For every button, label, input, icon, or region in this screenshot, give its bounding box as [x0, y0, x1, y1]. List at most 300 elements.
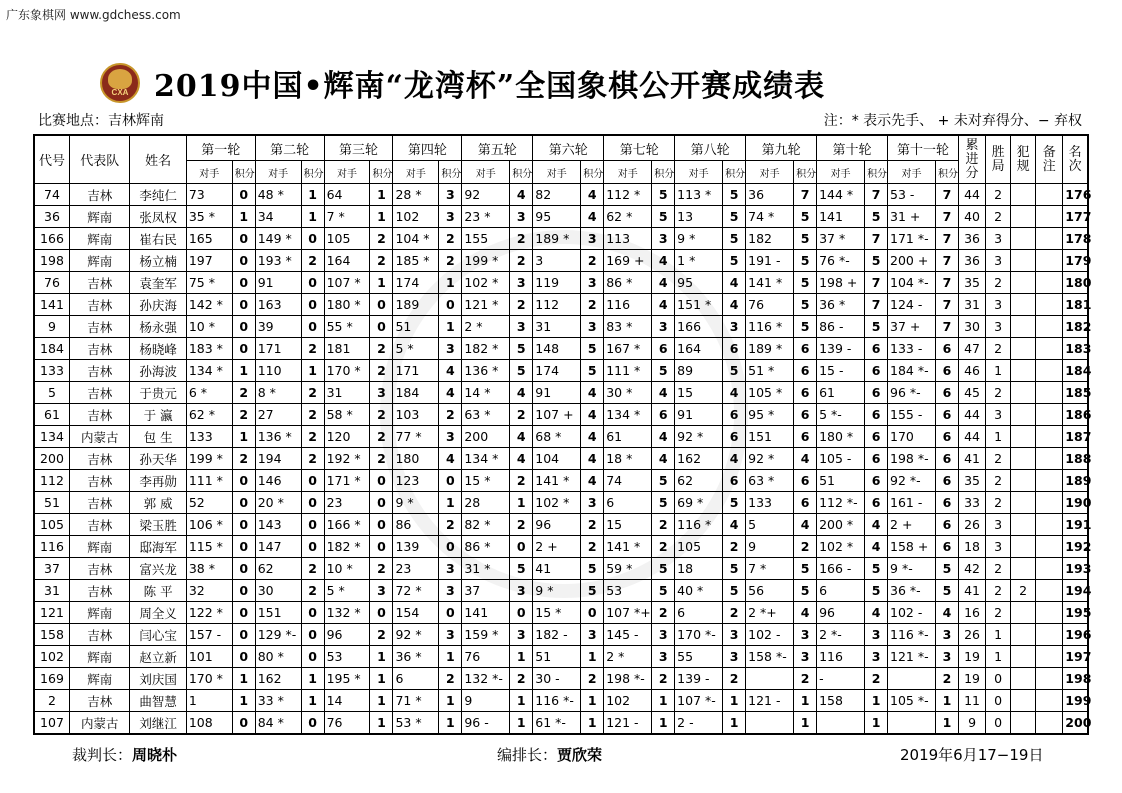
- wins-count: 2: [986, 492, 1011, 514]
- header-round-7: 第七轮: [604, 135, 675, 161]
- round-7-points: 5: [652, 360, 675, 382]
- round-6-points: 4: [581, 382, 604, 404]
- round-8-points: 4: [723, 514, 746, 536]
- player-code: 2: [34, 690, 69, 712]
- round-8-opponent: 55: [675, 646, 723, 668]
- remark-cell: [1036, 404, 1063, 426]
- player-code: 169: [34, 668, 69, 690]
- header-remark: 备注: [1036, 135, 1063, 184]
- round-5-opponent: 121 *: [462, 294, 510, 316]
- round-2-points: 0: [301, 602, 324, 624]
- round-11-opponent: 36 *-: [888, 580, 936, 602]
- round-8-opponent: 113 *: [675, 184, 723, 206]
- header-points: 积分: [652, 161, 675, 184]
- round-6-points: 5: [581, 580, 604, 602]
- table-row: [34, 668, 1088, 690]
- header-rank: 名次: [1063, 135, 1088, 184]
- round-3-opponent: 53: [324, 646, 370, 668]
- cumulative-score: 44: [958, 184, 985, 206]
- scheduler-line: [497, 744, 602, 765]
- round-1-opponent: 106 *: [186, 514, 232, 536]
- round-2-points: 1: [301, 184, 324, 206]
- round-3-opponent: 76: [324, 712, 370, 735]
- round-5-points: 3: [510, 316, 533, 338]
- round-9-points: 5: [794, 250, 817, 272]
- round-8-opponent: 92 *: [675, 426, 723, 448]
- round-4-points: 3: [439, 338, 462, 360]
- round-4-opponent: 72 *: [393, 580, 439, 602]
- round-2-points: 0: [301, 712, 324, 735]
- player-name: 李纯仁: [130, 184, 186, 206]
- round-1-points: 0: [232, 492, 255, 514]
- round-11-points: 7: [936, 250, 959, 272]
- player-name: 刘继江: [130, 712, 186, 735]
- round-6-points: 1: [581, 690, 604, 712]
- player-name: 袁奎军: [130, 272, 186, 294]
- round-10-opponent: 139 -: [817, 338, 865, 360]
- round-10-opponent: 166 -: [817, 558, 865, 580]
- round-4-points: 3: [439, 558, 462, 580]
- round-10-points: 5: [865, 206, 888, 228]
- round-1-opponent: 165: [186, 228, 232, 250]
- round-4-points: 1: [439, 646, 462, 668]
- round-6-opponent: 104: [533, 448, 581, 470]
- round-1-points: 0: [232, 316, 255, 338]
- round-6-opponent: 91: [533, 382, 581, 404]
- round-9-opponent: 191 -: [746, 250, 794, 272]
- round-5-opponent: 37: [462, 580, 510, 602]
- fouls-count: [1011, 250, 1036, 272]
- round-11-points: 6: [936, 536, 959, 558]
- player-code: 107: [34, 712, 69, 735]
- wins-count: 2: [986, 580, 1011, 602]
- round-9-opponent: 133: [746, 492, 794, 514]
- header-round-8: 第八轮: [675, 135, 746, 161]
- round-1-points: 2: [232, 404, 255, 426]
- player-team: 吉林: [69, 272, 130, 294]
- player-name: 周全义: [130, 602, 186, 624]
- round-10-opponent: 116: [817, 646, 865, 668]
- round-10-points: 3: [865, 624, 888, 646]
- round-8-opponent: 89: [675, 360, 723, 382]
- wins-count: 0: [986, 690, 1011, 712]
- player-name: 杨晓峰: [130, 338, 186, 360]
- round-9-points: 4: [794, 448, 817, 470]
- round-9-opponent: 141 *: [746, 272, 794, 294]
- round-6-opponent: 189 *: [533, 228, 581, 250]
- round-6-points: 5: [581, 558, 604, 580]
- fouls-count: [1011, 690, 1036, 712]
- round-11-opponent: 170: [888, 426, 936, 448]
- round-9-opponent: [746, 712, 794, 735]
- round-10-opponent: 51: [817, 470, 865, 492]
- round-5-opponent: 136 *: [462, 360, 510, 382]
- fouls-count: [1011, 448, 1036, 470]
- round-1-points: 0: [232, 536, 255, 558]
- round-11-points: 6: [936, 360, 959, 382]
- round-5-opponent: 134 *: [462, 448, 510, 470]
- header-points: 积分: [581, 161, 604, 184]
- round-6-points: 4: [581, 404, 604, 426]
- round-9-points: 6: [794, 404, 817, 426]
- round-10-points: 5: [865, 558, 888, 580]
- round-10-points: 7: [865, 228, 888, 250]
- round-7-points: 6: [652, 338, 675, 360]
- round-4-opponent: 189: [393, 294, 439, 316]
- wins-count: 1: [986, 646, 1011, 668]
- round-6-points: 5: [581, 338, 604, 360]
- player-name: 邸海军: [130, 536, 186, 558]
- round-6-points: 3: [581, 492, 604, 514]
- round-3-opponent: 166 *: [324, 514, 370, 536]
- round-10-opponent: 102 *: [817, 536, 865, 558]
- round-10-points: 3: [865, 646, 888, 668]
- round-9-opponent: 105 *: [746, 382, 794, 404]
- round-4-points: 2: [439, 228, 462, 250]
- fouls-count: [1011, 646, 1036, 668]
- round-2-opponent: 30: [255, 580, 301, 602]
- round-1-opponent: 35 *: [186, 206, 232, 228]
- round-4-points: 0: [439, 602, 462, 624]
- header-round-1: 第一轮: [186, 135, 255, 161]
- round-11-opponent: 92 *-: [888, 470, 936, 492]
- round-10-points: 2: [865, 668, 888, 690]
- wins-count: 2: [986, 206, 1011, 228]
- round-9-points: 7: [794, 184, 817, 206]
- table-row: [34, 536, 1088, 558]
- round-8-points: 4: [723, 448, 746, 470]
- round-1-points: 0: [232, 602, 255, 624]
- rank-cell: 195: [1063, 602, 1088, 624]
- round-8-points: 5: [723, 492, 746, 514]
- fouls-count: [1011, 184, 1036, 206]
- player-team: 辉南: [69, 250, 130, 272]
- remark-cell: [1036, 184, 1063, 206]
- player-code: 184: [34, 338, 69, 360]
- table-row: [34, 602, 1088, 624]
- round-8-opponent: 162: [675, 448, 723, 470]
- cumulative-score: 42: [958, 558, 985, 580]
- round-9-points: 5: [794, 580, 817, 602]
- round-1-points: 1: [232, 360, 255, 382]
- round-4-opponent: 9 *: [393, 492, 439, 514]
- round-3-points: 1: [370, 206, 393, 228]
- round-2-opponent: 91: [255, 272, 301, 294]
- round-2-opponent: 194: [255, 448, 301, 470]
- round-3-opponent: 132 *: [324, 602, 370, 624]
- round-3-points: 0: [370, 602, 393, 624]
- round-11-opponent: 2 +: [888, 514, 936, 536]
- round-11-opponent: 161 -: [888, 492, 936, 514]
- round-5-points: 1: [510, 492, 533, 514]
- round-10-points: 5: [865, 580, 888, 602]
- player-code: 5: [34, 382, 69, 404]
- round-8-points: 2: [723, 536, 746, 558]
- round-11-points: 7: [936, 272, 959, 294]
- player-team: 内蒙古: [69, 712, 130, 735]
- round-8-opponent: 91: [675, 404, 723, 426]
- round-3-points: 1: [370, 646, 393, 668]
- round-1-points: 0: [232, 294, 255, 316]
- header-round-10: 第十轮: [817, 135, 888, 161]
- round-11-points: 7: [936, 206, 959, 228]
- fouls-count: [1011, 668, 1036, 690]
- round-8-points: 5: [723, 558, 746, 580]
- round-8-points: 5: [723, 184, 746, 206]
- round-4-opponent: 51: [393, 316, 439, 338]
- rank-cell: 194: [1063, 580, 1088, 602]
- round-7-points: 4: [652, 448, 675, 470]
- remark-cell: [1036, 536, 1063, 558]
- round-5-opponent: 15 *: [462, 470, 510, 492]
- round-10-opponent: 2 *-: [817, 624, 865, 646]
- round-9-points: 6: [794, 426, 817, 448]
- round-6-points: 1: [581, 712, 604, 735]
- round-3-points: 1: [370, 690, 393, 712]
- round-3-opponent: 58 *: [324, 404, 370, 426]
- round-3-points: 2: [370, 360, 393, 382]
- fouls-count: [1011, 206, 1036, 228]
- remark-cell: [1036, 514, 1063, 536]
- round-5-opponent: 23 *: [462, 206, 510, 228]
- round-7-points: 3: [652, 646, 675, 668]
- round-7-opponent: 62 *: [604, 206, 652, 228]
- header-points: 积分: [510, 161, 533, 184]
- page-title: 2019中国•辉南“龙湾杯”全国象棋公开赛成绩表: [154, 69, 826, 104]
- round-3-opponent: 105: [324, 228, 370, 250]
- round-9-points: 4: [794, 514, 817, 536]
- cumulative-score: 36: [958, 250, 985, 272]
- round-1-points: 1: [232, 690, 255, 712]
- round-2-opponent: 146: [255, 470, 301, 492]
- cumulative-score: 30: [958, 316, 985, 338]
- round-1-points: 0: [232, 250, 255, 272]
- round-3-opponent: 181: [324, 338, 370, 360]
- round-1-points: 1: [232, 206, 255, 228]
- round-11-opponent: 155 -: [888, 404, 936, 426]
- round-2-opponent: 149 *: [255, 228, 301, 250]
- round-6-opponent: 82: [533, 184, 581, 206]
- round-5-points: 2: [510, 404, 533, 426]
- round-7-points: 4: [652, 272, 675, 294]
- player-name: 刘庆国: [130, 668, 186, 690]
- round-7-opponent: 74: [604, 470, 652, 492]
- round-2-points: 2: [301, 338, 324, 360]
- player-team: 吉林: [69, 360, 130, 382]
- round-6-opponent: 51: [533, 646, 581, 668]
- round-8-opponent: 40 *: [675, 580, 723, 602]
- round-6-points: 2: [581, 250, 604, 272]
- header-opponent: 对手: [675, 161, 723, 184]
- fouls-count: 2: [1011, 580, 1036, 602]
- round-2-points: 0: [301, 536, 324, 558]
- round-7-opponent: 86 *: [604, 272, 652, 294]
- round-2-opponent: 143: [255, 514, 301, 536]
- round-6-opponent: 68 *: [533, 426, 581, 448]
- fouls-count: [1011, 536, 1036, 558]
- round-7-points: 2: [652, 514, 675, 536]
- round-10-points: 7: [865, 272, 888, 294]
- header-cumulative: 累进分: [958, 135, 985, 184]
- round-4-points: 2: [439, 404, 462, 426]
- round-6-points: 0: [581, 602, 604, 624]
- round-11-points: 3: [936, 646, 959, 668]
- table-row: [34, 492, 1088, 514]
- player-code: 134: [34, 426, 69, 448]
- round-11-points: 6: [936, 338, 959, 360]
- round-4-points: 4: [439, 382, 462, 404]
- fouls-count: [1011, 558, 1036, 580]
- round-4-opponent: 103: [393, 404, 439, 426]
- header-opponent: 对手: [462, 161, 510, 184]
- round-2-points: 2: [301, 250, 324, 272]
- round-3-opponent: 171 *: [324, 470, 370, 492]
- round-8-points: 6: [723, 404, 746, 426]
- player-team: 吉林: [69, 492, 130, 514]
- header-opponent: 对手: [324, 161, 370, 184]
- round-1-opponent: 122 *: [186, 602, 232, 624]
- cumulative-score: 41: [958, 580, 985, 602]
- round-2-opponent: 162: [255, 668, 301, 690]
- round-11-points: 7: [936, 294, 959, 316]
- round-4-opponent: 139: [393, 536, 439, 558]
- fouls-count: [1011, 382, 1036, 404]
- round-8-points: 3: [723, 646, 746, 668]
- round-2-opponent: 163: [255, 294, 301, 316]
- round-9-points: 6: [794, 382, 817, 404]
- cumulative-score: 26: [958, 514, 985, 536]
- round-10-opponent: 15 -: [817, 360, 865, 382]
- round-2-opponent: 80 *: [255, 646, 301, 668]
- rank-cell: 183: [1063, 338, 1088, 360]
- round-8-points: 2: [723, 602, 746, 624]
- round-7-opponent: 113: [604, 228, 652, 250]
- header-opponent: 对手: [186, 161, 232, 184]
- round-10-points: 6: [865, 448, 888, 470]
- round-6-points: 2: [581, 668, 604, 690]
- round-3-points: 2: [370, 558, 393, 580]
- player-name: 郭 威: [130, 492, 186, 514]
- round-1-opponent: 6 *: [186, 382, 232, 404]
- player-team: 吉林: [69, 382, 130, 404]
- round-9-opponent: 9: [746, 536, 794, 558]
- round-9-opponent: 158 *-: [746, 646, 794, 668]
- wins-count: 3: [986, 536, 1011, 558]
- round-6-opponent: 3: [533, 250, 581, 272]
- round-3-opponent: 195 *: [324, 668, 370, 690]
- rank-cell: 197: [1063, 646, 1088, 668]
- cumulative-score: 47: [958, 338, 985, 360]
- cumulative-score: 44: [958, 404, 985, 426]
- wins-count: 3: [986, 514, 1011, 536]
- round-10-points: 1: [865, 690, 888, 712]
- round-11-opponent: [888, 712, 936, 735]
- player-name: 富兴龙: [130, 558, 186, 580]
- player-name: 杨立楠: [130, 250, 186, 272]
- round-6-opponent: 107 +: [533, 404, 581, 426]
- fouls-count: [1011, 272, 1036, 294]
- round-5-opponent: 92: [462, 184, 510, 206]
- rank-cell: 191: [1063, 514, 1088, 536]
- round-11-opponent: 116 *-: [888, 624, 936, 646]
- round-3-opponent: 164: [324, 250, 370, 272]
- venue-label: 比赛地点：吉林辉南: [38, 113, 164, 129]
- player-team: 吉林: [69, 514, 130, 536]
- round-5-points: 2: [510, 514, 533, 536]
- header-round-3: 第三轮: [324, 135, 393, 161]
- round-9-points: 5: [794, 316, 817, 338]
- cumulative-score: 35: [958, 470, 985, 492]
- round-6-opponent: 15 *: [533, 602, 581, 624]
- round-4-opponent: 77 *: [393, 426, 439, 448]
- referee-label: 裁判长：: [72, 746, 133, 764]
- round-3-points: 0: [370, 536, 393, 558]
- round-5-points: 4: [510, 426, 533, 448]
- remark-cell: [1036, 272, 1063, 294]
- table-row: [34, 316, 1088, 338]
- cumulative-score: 26: [958, 624, 985, 646]
- round-6-opponent: 116 *-: [533, 690, 581, 712]
- player-team: 吉林: [69, 316, 130, 338]
- wins-count: 1: [986, 624, 1011, 646]
- round-5-points: 2: [510, 668, 533, 690]
- round-9-points: 6: [794, 360, 817, 382]
- round-1-opponent: 73: [186, 184, 232, 206]
- round-10-points: 6: [865, 492, 888, 514]
- cumulative-score: 41: [958, 448, 985, 470]
- round-10-opponent: -: [817, 668, 865, 690]
- wins-count: 3: [986, 294, 1011, 316]
- round-9-points: 3: [794, 624, 817, 646]
- round-4-opponent: 6: [393, 668, 439, 690]
- header-points: 积分: [301, 161, 324, 184]
- round-2-opponent: 84 *: [255, 712, 301, 735]
- round-4-points: 1: [439, 492, 462, 514]
- round-10-opponent: 141: [817, 206, 865, 228]
- header-points: 积分: [370, 161, 393, 184]
- round-3-opponent: 107 *: [324, 272, 370, 294]
- table-row: [34, 514, 1088, 536]
- round-5-points: 4: [510, 448, 533, 470]
- round-10-points: 7: [865, 184, 888, 206]
- header-points: 积分: [865, 161, 888, 184]
- round-6-points: 3: [581, 624, 604, 646]
- round-2-opponent: 33 *: [255, 690, 301, 712]
- round-4-points: 0: [439, 536, 462, 558]
- round-4-points: 0: [439, 294, 462, 316]
- rank-cell: 185: [1063, 382, 1088, 404]
- player-code: 9: [34, 316, 69, 338]
- player-team: 吉林: [69, 624, 130, 646]
- remark-cell: [1036, 470, 1063, 492]
- round-1-opponent: 108: [186, 712, 232, 735]
- header-wins: 胜局: [986, 135, 1011, 184]
- round-3-points: 2: [370, 228, 393, 250]
- round-2-opponent: 136 *: [255, 426, 301, 448]
- round-2-points: 2: [301, 558, 324, 580]
- table-row: [34, 712, 1088, 735]
- round-7-opponent: 102: [604, 690, 652, 712]
- round-1-opponent: 197: [186, 250, 232, 272]
- round-6-points: 4: [581, 470, 604, 492]
- wins-count: 3: [986, 316, 1011, 338]
- fouls-count: [1011, 514, 1036, 536]
- round-2-points: 0: [301, 646, 324, 668]
- rank-cell: 186: [1063, 404, 1088, 426]
- round-8-points: 5: [723, 360, 746, 382]
- round-10-points: 1: [865, 712, 888, 735]
- round-6-points: 4: [581, 206, 604, 228]
